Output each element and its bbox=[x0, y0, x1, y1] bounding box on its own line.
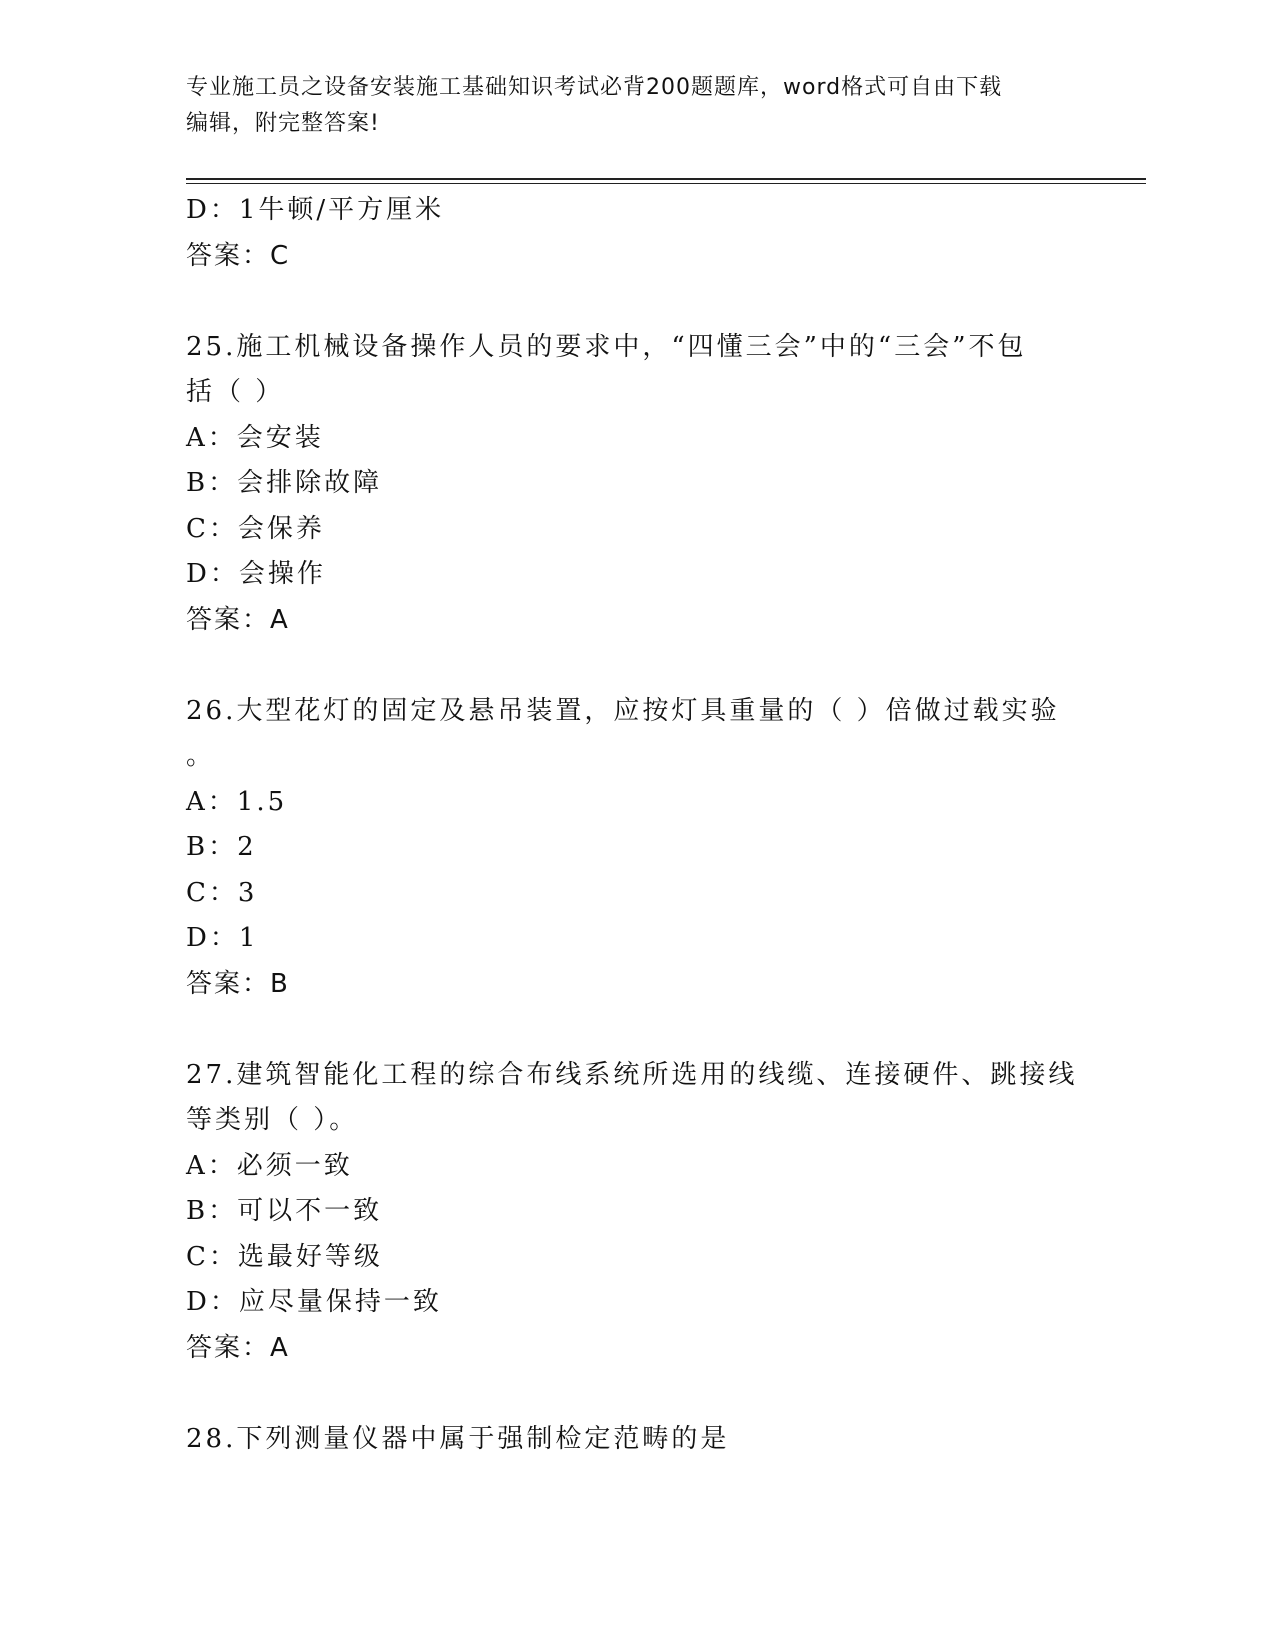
option-a: A：必须一致 bbox=[186, 1150, 353, 1181]
option-d: D：1牛顿/平方厘米 bbox=[186, 195, 445, 225]
spacer bbox=[186, 279, 1086, 325]
header-rule-thick bbox=[186, 178, 1146, 180]
option-d: D：应尽量保持一致 bbox=[186, 1287, 442, 1317]
question-stem-line: 26.大型花灯的固定及悬吊装置，应按灯具重量的（ ）倍做过载实验 bbox=[186, 695, 1060, 726]
question-stem-line: 。 bbox=[186, 741, 216, 771]
header-line-2: 编辑，附完整答案! bbox=[186, 111, 380, 136]
answer: 答案：C bbox=[186, 240, 291, 271]
question-stem-line: 等类别（ ）。 bbox=[186, 1105, 359, 1135]
answer: 答案：B bbox=[186, 968, 290, 999]
question-25 bbox=[186, 325, 1086, 644]
option-c: C：选最好等级 bbox=[186, 1241, 383, 1272]
spacer bbox=[186, 1371, 1086, 1417]
spacer bbox=[186, 643, 1086, 689]
option-b: B：2 bbox=[186, 832, 257, 862]
option-c: C：会保养 bbox=[186, 513, 325, 544]
question-stem-line: 25.施工机械设备操作人员的要求中，“四懂三会”中的“三会”不包 bbox=[186, 331, 1027, 362]
option-a: A：会安装 bbox=[186, 422, 324, 453]
question-stem-line: 28.下列测量仪器中属于强制检定范畴的是 bbox=[186, 1423, 730, 1454]
question-26 bbox=[186, 689, 1086, 1008]
answer: 答案：A bbox=[186, 1332, 290, 1363]
option-c: C：3 bbox=[186, 877, 258, 908]
option-d: D：会操作 bbox=[186, 559, 326, 589]
document-header bbox=[186, 70, 1086, 142]
question-28 bbox=[186, 1417, 1086, 1463]
option-b: B：会排除故障 bbox=[186, 468, 383, 498]
question-stem-line: 27.建筑智能化工程的综合布线系统所选用的线缆、连接硬件、跳接线 bbox=[186, 1059, 1078, 1090]
answer: 答案：A bbox=[186, 604, 290, 635]
question-content bbox=[186, 188, 1086, 1462]
spacer bbox=[186, 1007, 1086, 1053]
question-stem-line: 括（ ） bbox=[186, 377, 285, 407]
header-rule-thin bbox=[186, 183, 1146, 184]
option-a: A：1.5 bbox=[186, 786, 288, 817]
option-d: D：1 bbox=[186, 923, 259, 953]
header-line-1: 专业施工员之设备安装施工基础知识考试必背200题题库，word格式可自由下载 bbox=[186, 75, 1003, 100]
option-b: B：可以不一致 bbox=[186, 1196, 383, 1226]
question-27 bbox=[186, 1053, 1086, 1372]
